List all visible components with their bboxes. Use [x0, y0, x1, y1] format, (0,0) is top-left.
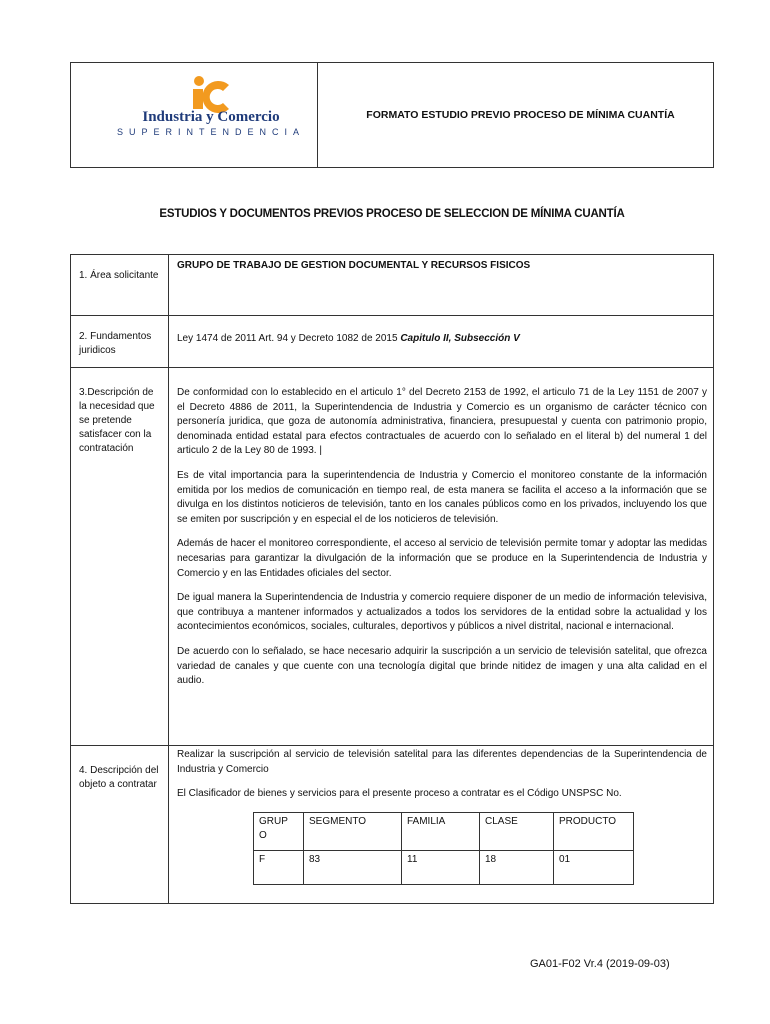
fundamentos-emphasis: Capitulo II, Subsección V — [400, 333, 520, 344]
form-code: GA01-F02 Vr.4 (2019-09-03) — [530, 958, 670, 970]
unspsc-value: 11 — [402, 850, 480, 884]
unspsc-header-row — [254, 812, 634, 850]
main-title: ESTUDIOS Y DOCUMENTOS PREVIOS PROCESO DE SELECCION DE MÍNIMA CUANTÍA — [159, 208, 625, 220]
necesidad-paragraph: Es de vital importancia para la superintendencia de Industria y Comercio el monitoreo constante de la información emitida por los medios de comunicación en tiempo real, de esta manera se facilita el acceso a la información que se divulga en los distintos noticieros de televisión, tanto en los canales públicos como en los privados, incluyendo los que se emiten por suscripción y en especial el de los noticieros de televisión. — [177, 469, 707, 525]
row-fundamentos — [71, 315, 713, 367]
necesidad-paragraph: De igual manera la Superintendencia de Industria y comercio requiere disponer de un medio de información televisiva, que contribuya a mantener informados y actualizados a todos los servidores de la entidad sobre la actualidad y los acontecimientos económicos, sociales, culturales, deportivos y públicos a nivel distrital, nacional e internacional. — [177, 592, 707, 633]
logo-line1: Industria y Comercio — [142, 109, 280, 125]
form-title: FORMATO ESTUDIO PREVIO PROCESO DE MÍNIMA CUANTÍA — [366, 109, 675, 121]
unspsc-value-row — [254, 850, 634, 884]
objeto-value — [169, 746, 713, 903]
logo-line2: SUPERINTENDENCIA — [116, 127, 305, 137]
unspsc-value: 83 — [304, 850, 402, 884]
necesidad-paragraph: Además de hacer el monitoreo correspondiente, el acceso al servicio de televisión permite tomar y adoptar las medidas necesarias para garantizar la divulgación de la información que se produce en la Superintendencia de Industria y Comercio y en las Entidades oficiales del sector. — [177, 538, 707, 579]
necesidad-value — [169, 368, 713, 745]
objeto-label: 4. Descripción del objeto a contratar — [71, 746, 169, 903]
objeto-paragraph: El Clasificador de bienes y servicios para el presente proceso a contratar es el Código UNSPSC No. — [177, 788, 622, 800]
unspsc-header: PRODUCTO — [554, 812, 634, 850]
necesidad-label: 3.Descripción de la necesidad que se pretende satisfacer con la contratación — [71, 368, 169, 745]
necesidad-paragraph: De acuerdo con lo señalado, se hace necesario adquirir la suscripción a un servicio de televisión satelital, que ofrezca variedad de canales y que cuente con una tecnología digital que brinde nitidez de imagen y una alta calidad en el audio. — [177, 645, 707, 687]
unspsc-table — [253, 812, 634, 885]
area-label: 1. Área solicitante — [71, 255, 169, 315]
row-area — [71, 254, 713, 315]
unspsc-value: F — [254, 850, 304, 884]
unspsc-header: FAMILIA — [402, 812, 480, 850]
necesidad-paragraph: De conformidad con lo establecido en el articulo 1° del Decreto 2153 de 1992, el articulo 71 de la Ley 1151 de 2007 y el Decreto 4886 de 2011, la Superintendencia de Industria y Comercio es un organismo de carácter técnico con personería juridica, que goza de autonomía administrativa, financiera, presupuestal y cuenta con patrimonio propio, denominada entidad estatal para efectos contractuales de acuerdo con lo señalado en el literal b) del numeral 1 del articulo 2 de la Ley 80 de 1993. | — [177, 387, 707, 457]
logo — [71, 63, 318, 167]
fundamentos-label: 2. Fundamentos juridicos — [71, 316, 169, 367]
area-value: GRUPO DE TRABAJO DE GESTION DOCUMENTAL Y RECURSOS FISICOS — [177, 260, 531, 271]
unspsc-header: SEGMENTO — [304, 812, 402, 850]
objeto-paragraph: Realizar la suscripción al servicio de televisión satelital para las diferentes dependencias de la Superintendencia de Industria y Comercio — [177, 749, 707, 775]
unspsc-header: CLASE — [480, 812, 554, 850]
row-necesidad — [71, 367, 713, 745]
fundamentos-text: Ley 1474 de 2011 Art. 94 y Decreto 1082 de 2015 — [177, 333, 401, 344]
unspsc-value: 01 — [554, 850, 634, 884]
row-objeto — [71, 745, 713, 903]
fundamentos-value — [169, 316, 713, 367]
study-table — [70, 254, 714, 904]
unspsc-header: GRUP O — [254, 812, 304, 850]
unspsc-value: 18 — [480, 850, 554, 884]
header-box — [70, 62, 714, 168]
